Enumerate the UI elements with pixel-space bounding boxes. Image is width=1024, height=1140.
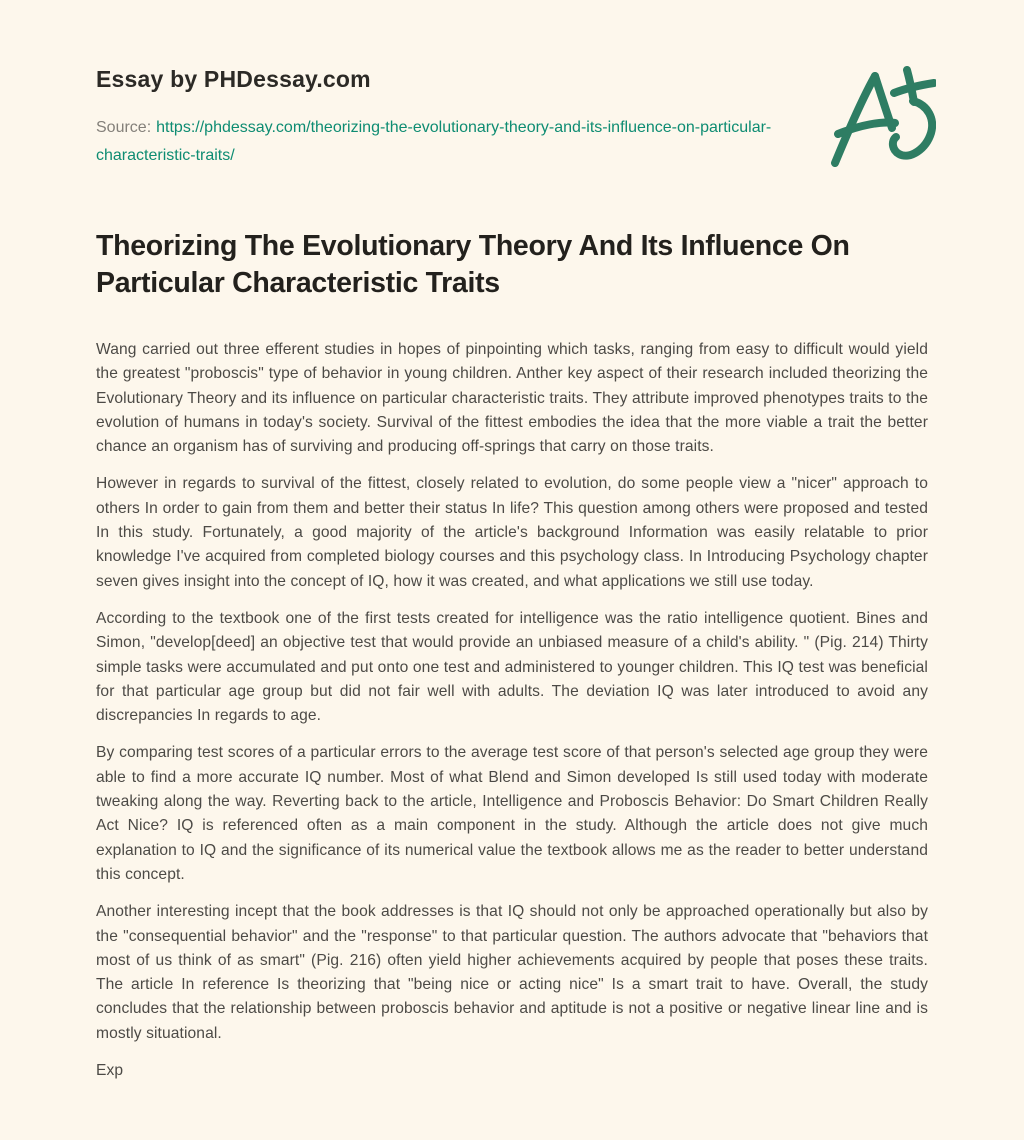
essay-paragraph: Another interesting incept that the book addresses is that IQ should not only be approached operationally but also by the "consequential behavior" and the "response" to that particular question. The authors advocate that "behaviors that most of us think of as smart" (Pig. 216) often yield higher achievements acquired by people that poses these traits. The article In reference Is theorizing that "being nice or acting nice" Is a smart trait to have. Overall, the study concludes that the relationship between proboscis behavior and aptitude is not a positive or negative linear line and is mostly situational. xyxy=(96,903,928,1042)
logo-curl-stroke xyxy=(893,101,932,156)
essay-paragraph: However in regards to survival of the fittest, closely related to evolution, do some people view a "nicer" approach to others In order to gain from them and better their status In life? This question among others were proposed and tested In this study. Fortunately, a good majority of the article's background Information was easily relatable to prior knowledge I've acquired from completed biology courses and this psychology class. In Introducing Psychology chapter seven gives insight into the concept of IQ, how it was created, and what applications we still use today. xyxy=(96,475,928,590)
logo-a-left-stroke xyxy=(835,76,875,163)
source-url-link[interactable]: https://phdessay.com/theorizing-the-evolutionary-theory-and-its-influence-on-particular-characteristic-traits/ xyxy=(96,119,772,164)
phdessay-logo xyxy=(826,66,936,168)
essay-title: Theorizing The Evolutionary Theory And Its Influence On Particular Characteristic Traits xyxy=(96,230,850,299)
article-main xyxy=(96,228,928,1083)
essay-paragraph: By comparing test scores of a particular errors to the average test score of that person's selected age group they were able to find a more accurate IQ number. Most of what Blend and Simon developed Is still used today with moderate tweaking along the way. Reverting back to the article, Intelligence and Proboscis Behavior: Do Smart Children Really Act Nice? IQ is referenced often as a main component in the study. Although the article does not give much explanation to IQ and the significance of its numerical value the textbook allows me as the reader to better understand this concept. xyxy=(96,744,928,883)
page-header xyxy=(96,66,928,170)
essay-paragraph: According to the textbook one of the first tests created for intelligence was the ratio intelligence quotient. Bines and Simon, "develop[deed] an objective test that would provide an unbiased measure of a child's ability. " (Pig. 214) Thirty simple tasks were accumulated and put onto one test and administered to younger children. This IQ test was beneficial for that particular age group but did not fair well with adults. The deviation IQ was later introduced to avoid any discrepancies In regards to age. xyxy=(96,609,928,725)
essay-paragraph: Exp xyxy=(96,1062,124,1080)
source-line xyxy=(96,114,786,170)
source-label: Source: xyxy=(96,119,152,136)
essay-paragraph: Wang carried out three efferent studies in hopes of pinpointing which tasks, ranging from easy to difficult would yield the greatest "proboscis" type of behavior in young children. Anther key aspect of their research included theorizing the Evolutionary Theory and its influence on particular characteristic traits. They attribute improved phenotypes traits to the evolution of humans in today's society. Survival of the fittest embodies the idea that the more viable a trait the better chance an organism has of surviving and producing off-springs that carry on those traits. xyxy=(96,341,928,456)
logo-a-crossbar-stroke xyxy=(838,122,895,134)
essay-body xyxy=(96,338,928,1083)
a-plus-logo-icon xyxy=(826,66,936,168)
brand-title: Essay by PHDessay.com xyxy=(96,66,371,92)
